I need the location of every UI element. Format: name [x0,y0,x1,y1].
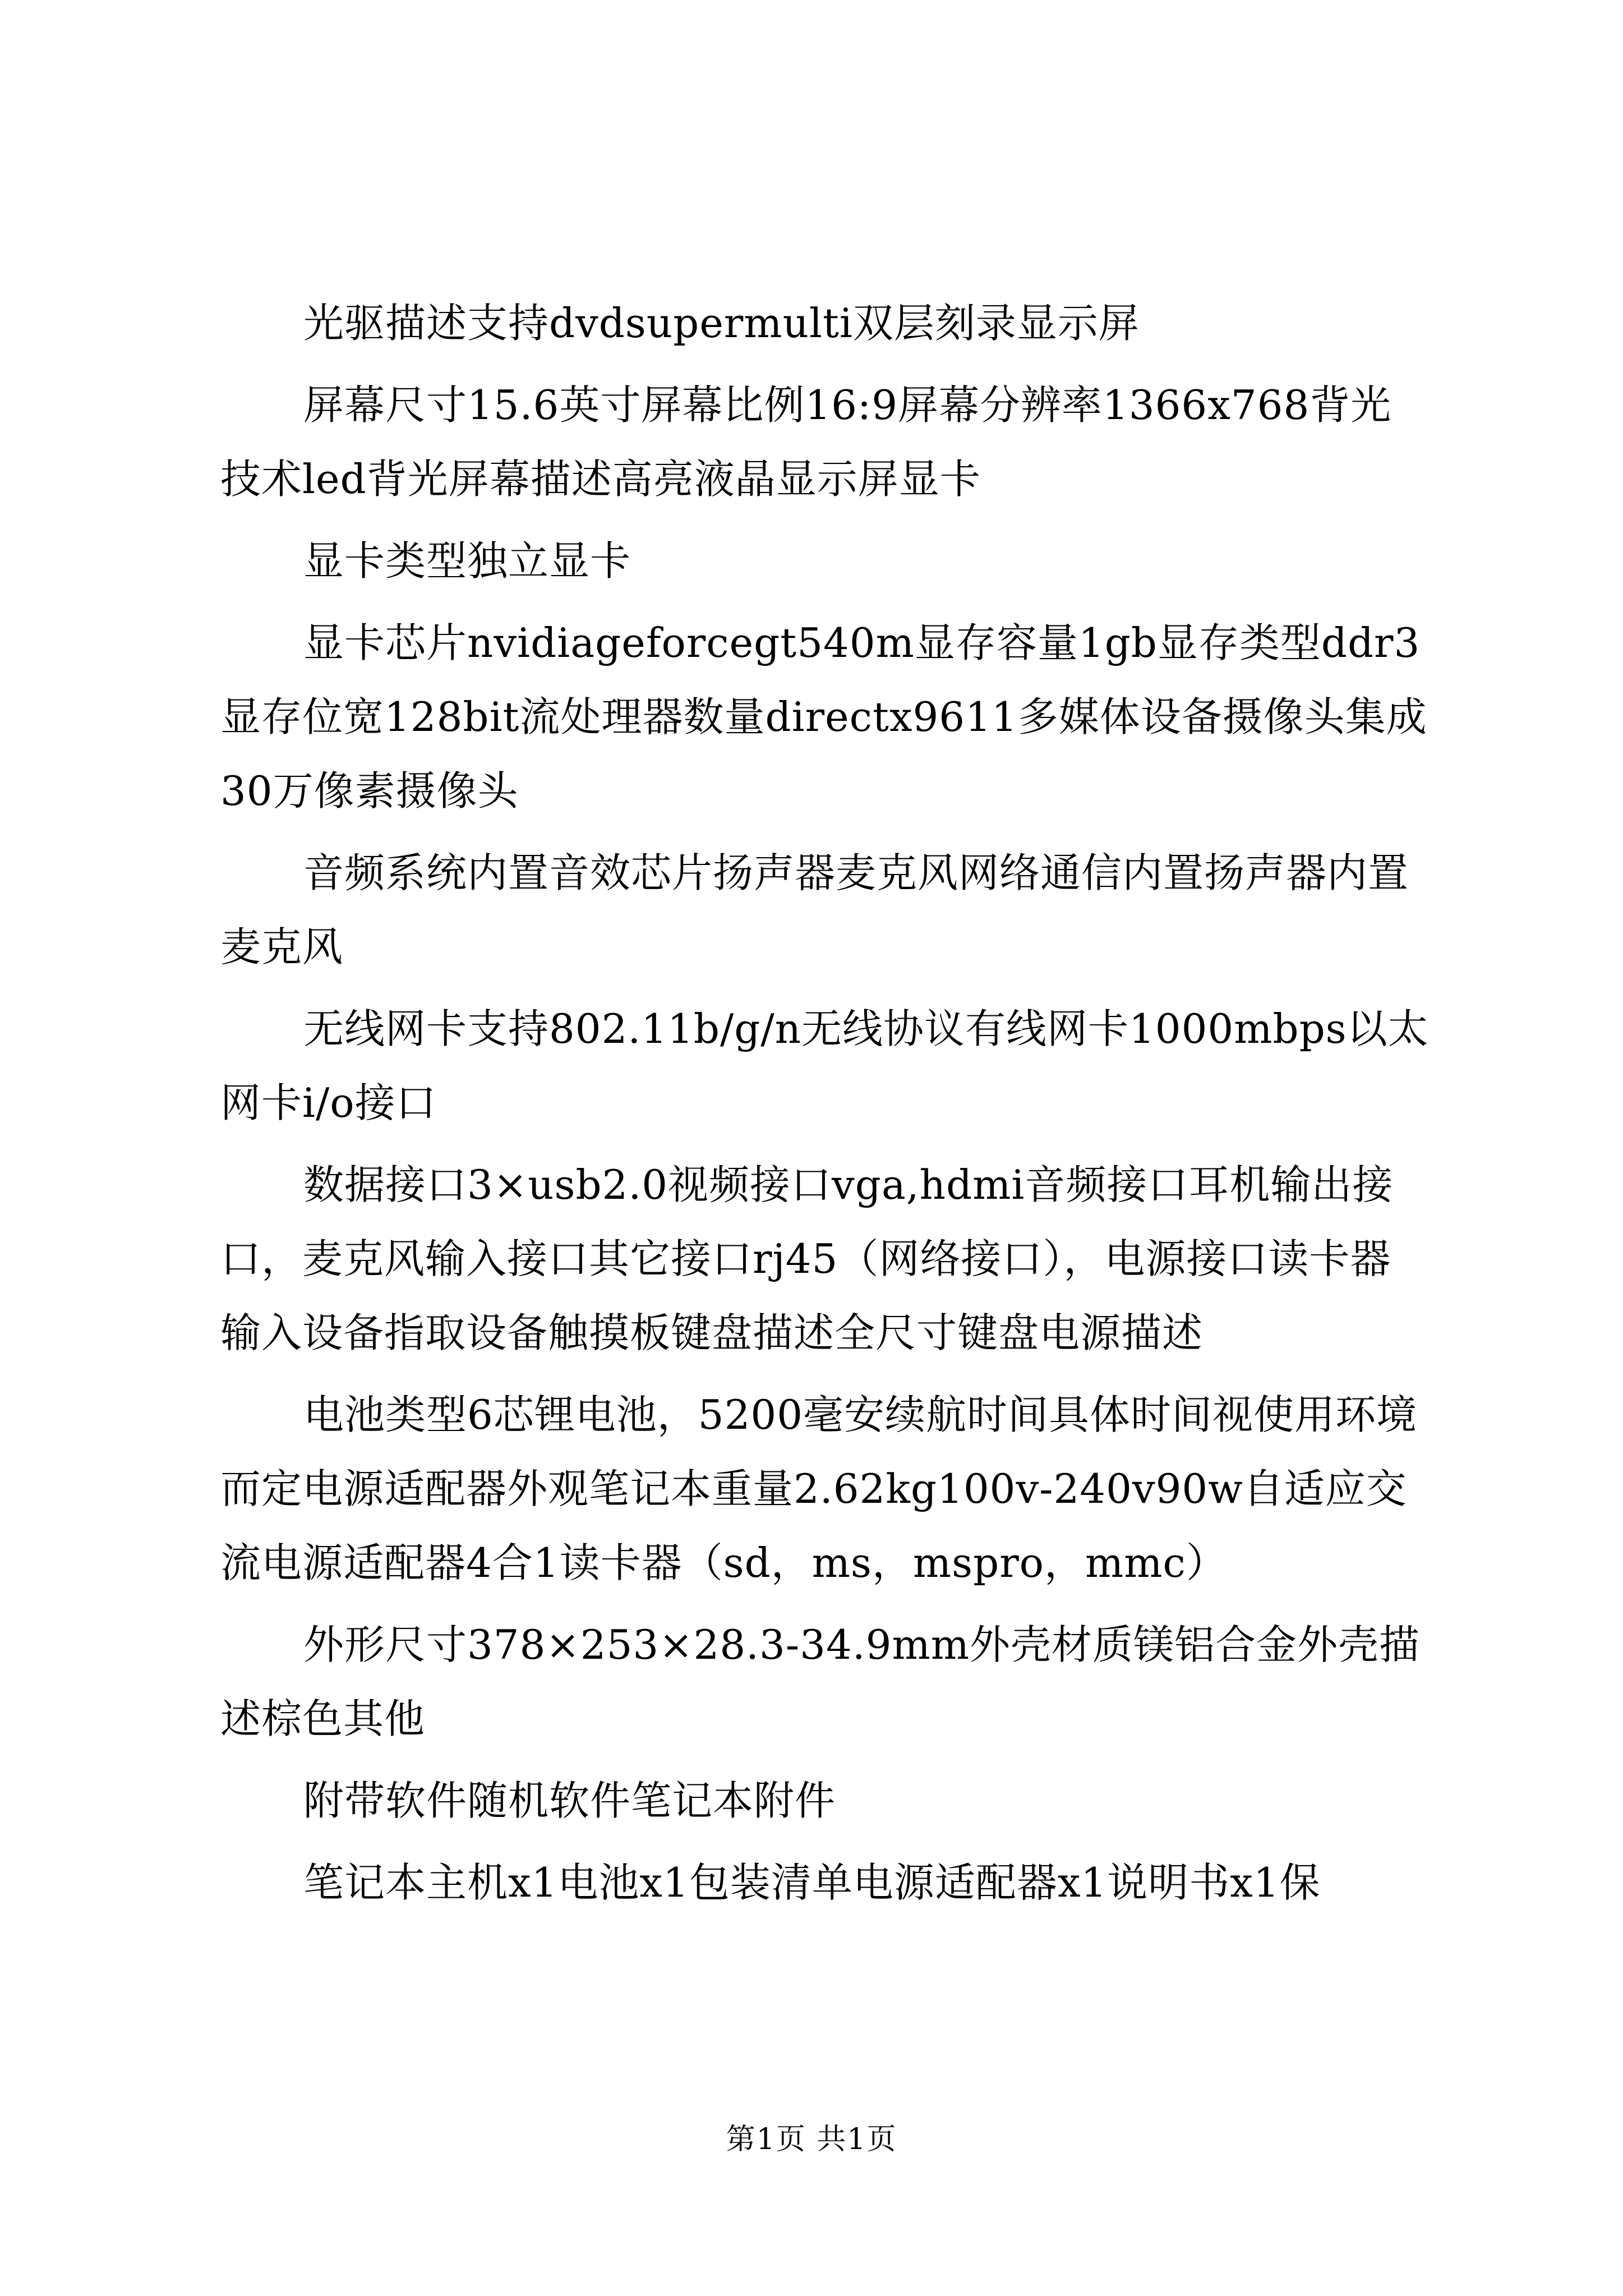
paragraph-gpu-chip: 显卡芯片nvidiageforcegt540m显存容量1gb显存类型ddr3显存位宽128bit流处理器数量directx9611多媒体设备摄像头集成30万像素摄像头 [220,619,1427,815]
page-number-footer: 第1页 共1页 [726,2123,897,2156]
paragraph-network: 无线网卡支持802.11b/g/n无线协议有线网卡1000mbps以太网卡i/o接口 [220,1005,1429,1126]
paragraph-ports: 数据接口3×usb2.0视频接口vga,hdmi音频接口耳机输出接口，麦克风输入接口其它接口rj45（网络接口），电源接口读卡器输入设备指取设备触摸板键盘描述全尺寸键盘电源描述 [220,1161,1394,1356]
paragraph-package: 笔记本主机x1电池x1包装清单电源适配器x1说明书x1保 [303,1859,1321,1906]
document-body [220,286,1432,1927]
paragraph-software: 附带软件随机软件笔记本附件 [303,1777,836,1824]
paragraph-screen: 屏幕尺寸15.6英寸屏幕比例16:9屏幕分辨率1366x768背光技术led背光屏幕描述高亮液晶显示屏显卡 [220,381,1392,503]
paragraph-optical-drive: 光驱描述支持dvdsupermulti双层刻录显示屏 [303,300,1140,347]
paragraph-audio: 音频系统内置音效芯片扬声器麦克风网络通信内置扬声器内置麦克风 [220,849,1409,970]
paragraph-gpu-type: 显卡类型独立显卡 [303,537,631,585]
paragraph-battery: 电池类型6芯锂电池，5200毫安续航时间具体时间视使用环境而定电源适配器外观笔记本重量2.62kg100v-240v90w自适应交流电源适配器4合1读卡器（sd，ms，mspro，mmc） [220,1391,1418,1586]
paragraph-dimensions: 外形尺寸378×253×28.3-34.9mm外壳材质镁铝合金外壳描述棕色其他 [220,1621,1421,1742]
